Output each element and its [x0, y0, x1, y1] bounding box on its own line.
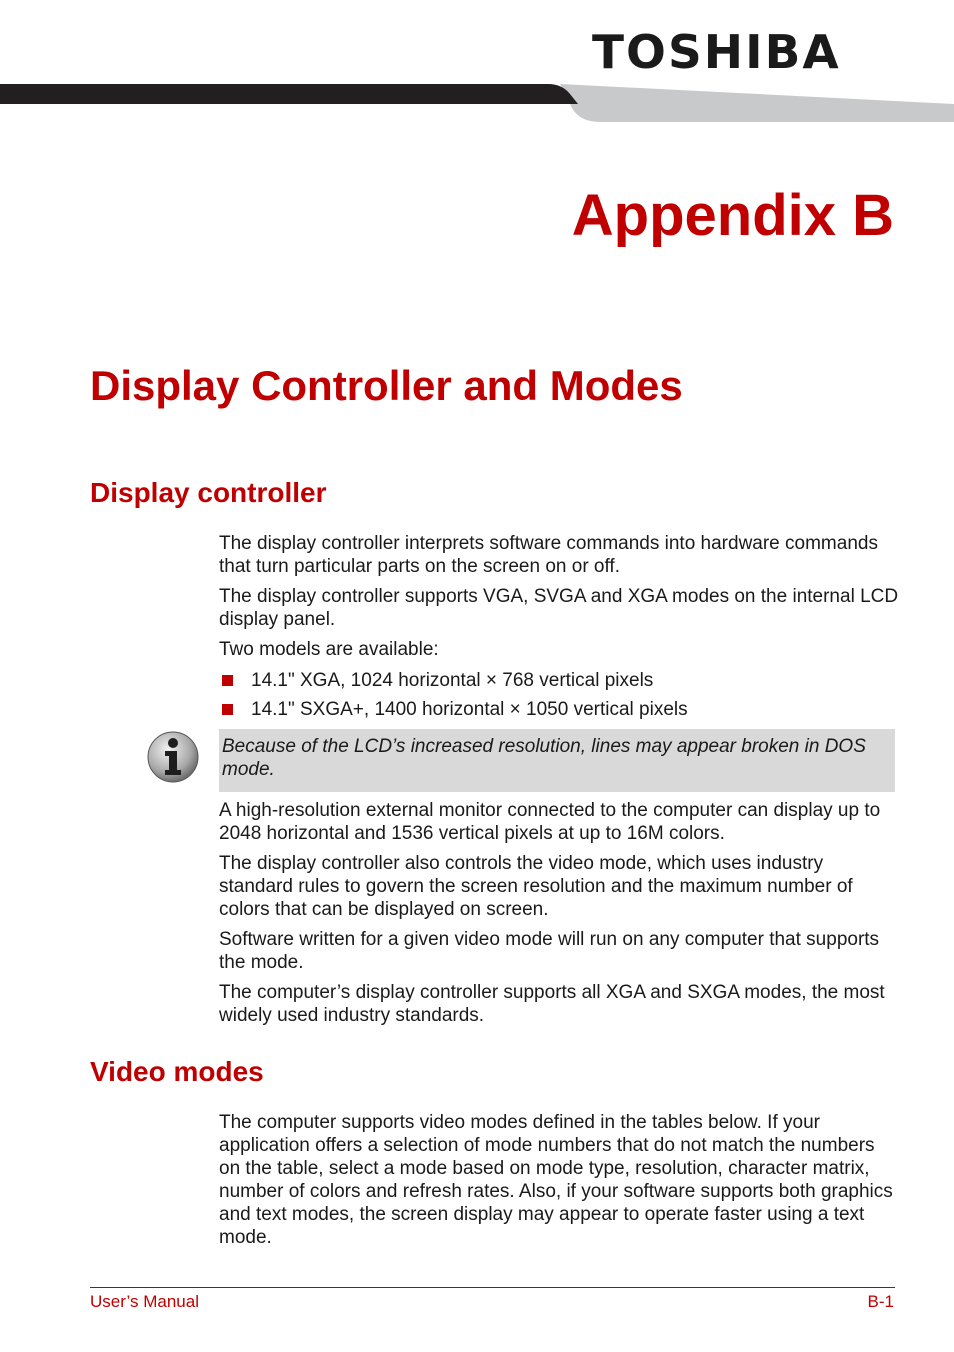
- model-list: [219, 669, 899, 721]
- list-item: [219, 669, 899, 692]
- list-item-text: 14.1" XGA, 1024 horizontal × 768 vertical pixels: [251, 670, 654, 691]
- footer-manual-title: User’s Manual: [90, 1292, 199, 1311]
- paragraph: A high-resolution external monitor connected to the computer can display up to 2048 horizontal and 1536 vertical pixels at up to 16M colors.: [219, 800, 881, 844]
- section-heading-display-controller: Display controller: [90, 477, 327, 508]
- paragraph: The display controller supports VGA, SVGA and XGA modes on the internal LCD display panel.: [219, 586, 899, 630]
- display-controller-body-continued: [219, 799, 899, 1034]
- paragraph: The computer supports video modes defined in the tables below. If your application offers a selection of mode numbers that do not match the numbers on the table, select a mode based on mode type, resolution, character matrix, number of colors and refresh rates. Also, if your software supports both graphics and text modes, the screen display may appear to operate faster using a text mode.: [219, 1112, 893, 1248]
- header-bar-dark: [0, 84, 578, 104]
- display-controller-body: [219, 532, 899, 727]
- footer-rule: [90, 1287, 895, 1288]
- list-item: [219, 698, 899, 721]
- header-bar-light: [560, 84, 954, 122]
- appendix-title: Appendix B: [571, 183, 894, 248]
- note-text: Because of the LCD’s increased resolution, lines may appear broken in DOS mode.: [222, 736, 866, 780]
- list-item-text: 14.1" SXGA+, 1400 horizontal × 1050 vertical pixels: [251, 699, 688, 720]
- paragraph: The computer’s display controller supports all XGA and SXGA modes, the most widely used industry standards.: [219, 982, 885, 1026]
- info-icon: [146, 730, 200, 784]
- square-bullet-icon: [222, 704, 233, 715]
- note-box: [219, 729, 895, 792]
- section-heading-video-modes: Video modes: [90, 1056, 264, 1087]
- square-bullet-icon: [222, 675, 233, 686]
- header-bar: [0, 84, 954, 124]
- toshiba-logo: TOSHIBA: [592, 25, 841, 79]
- paragraph: The display controller interprets software commands into hardware commands that turn particular parts on the screen on or off.: [219, 533, 878, 577]
- paragraph: Software written for a given video mode will run on any computer that supports the mode.: [219, 929, 880, 973]
- paragraph: The display controller also controls the video mode, which uses industry standard rules to govern the screen resolution and the maximum number of colors that can be displayed on screen.: [219, 853, 853, 920]
- paragraph: Two models are available:: [219, 639, 439, 660]
- footer-page-number: B-1: [867, 1292, 894, 1311]
- chapter-title: Display Controller and Modes: [90, 362, 683, 409]
- video-modes-body: [219, 1111, 899, 1256]
